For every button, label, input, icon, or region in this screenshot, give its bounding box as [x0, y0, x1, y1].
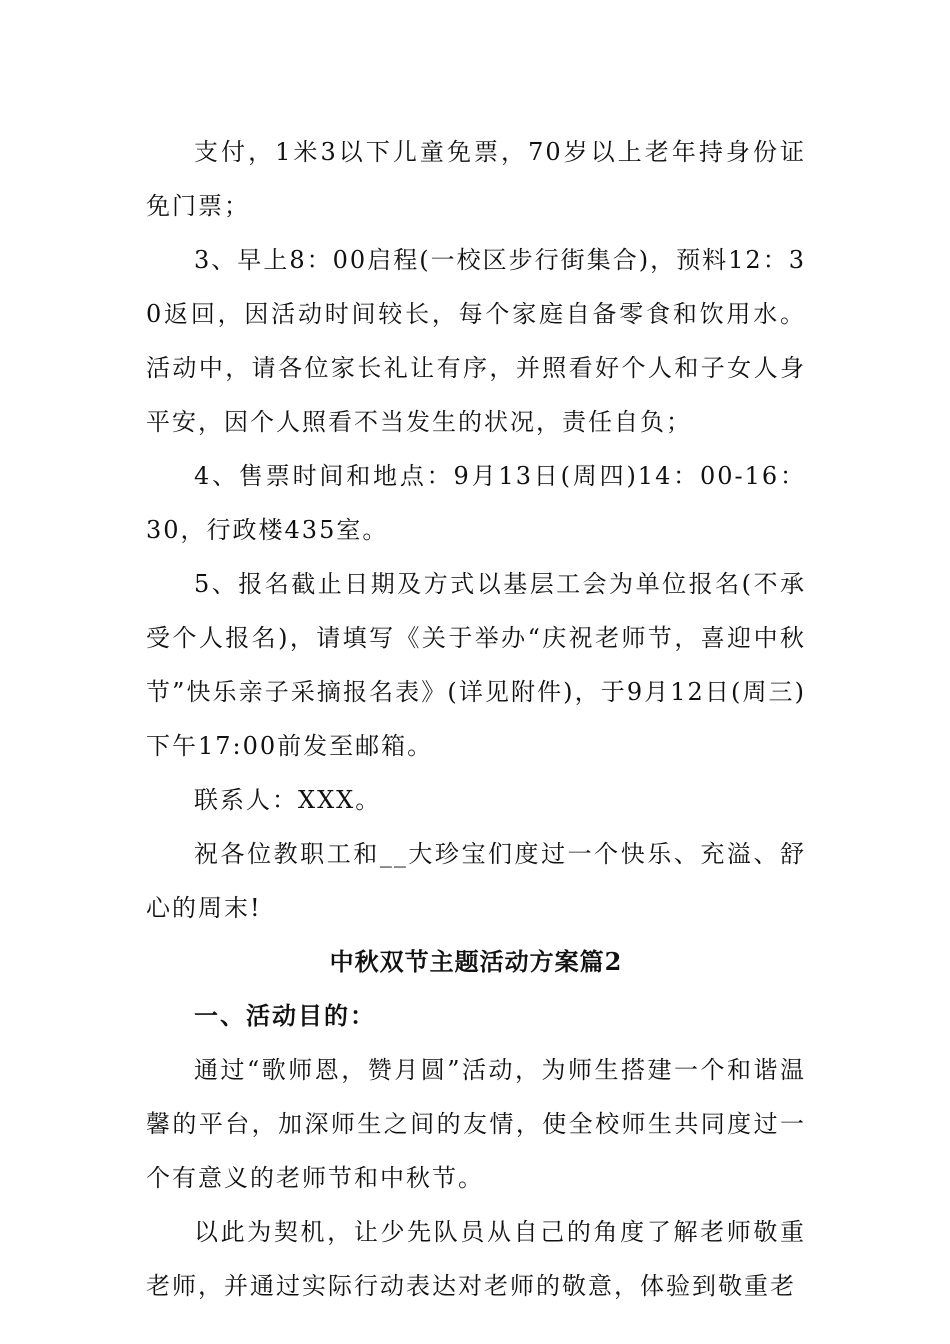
paragraph-purpose-2: 以此为契机，让少先队员从自己的角度了解老师敬重老师，并通过实际行动表达对老师的敬意，体验到敬重老: [146, 1218, 806, 1300]
heading-activity-purpose: 一、活动目的：: [194, 1001, 376, 1030]
paragraph-item-3: 3、早上8：00启程(一校区步行街集合)，预料12：30返回，因活动时间较长，每个家庭自备零食和饮用水。活动中，请各位家长礼让有序，并照看好个人和子女人身平安，因个人照看不当发生的状况，责任自负；: [146, 246, 806, 436]
paragraph-wishes: 祝各位教职工和__大珍宝们度过一个快乐、充溢、舒心的周末!: [146, 840, 806, 922]
paragraph-item-5: 5、报名截止日期及方式以基层工会为单位报名(不承受个人报名)，请填写《关于举办“庆祝老师节，喜迎中秋节”快乐亲子采摘报名表》(详见附件)，于9月12日(周三)下午17:00前发至邮箱。: [146, 570, 806, 760]
paragraph-ticket-info: 支付，1米3以下儿童免票，70岁以上老年持身份证免门票；: [146, 138, 806, 220]
paragraph-item-4: 4、售票时间和地点：9月13日(周四)14：00-16：30，行政楼435室。: [146, 462, 806, 544]
document-page: [146, 125, 806, 1313]
paragraph-purpose-1: 通过“歌师恩，赞月圆”活动，为师生搭建一个和谐温馨的平台，加深师生之间的友情，使全校师生共同度过一个有意义的老师节和中秋节。: [146, 1056, 806, 1192]
section-title: 中秋双节主题活动方案篇2: [329, 947, 623, 976]
paragraph-contact: 联系人：XXX。: [194, 786, 382, 814]
